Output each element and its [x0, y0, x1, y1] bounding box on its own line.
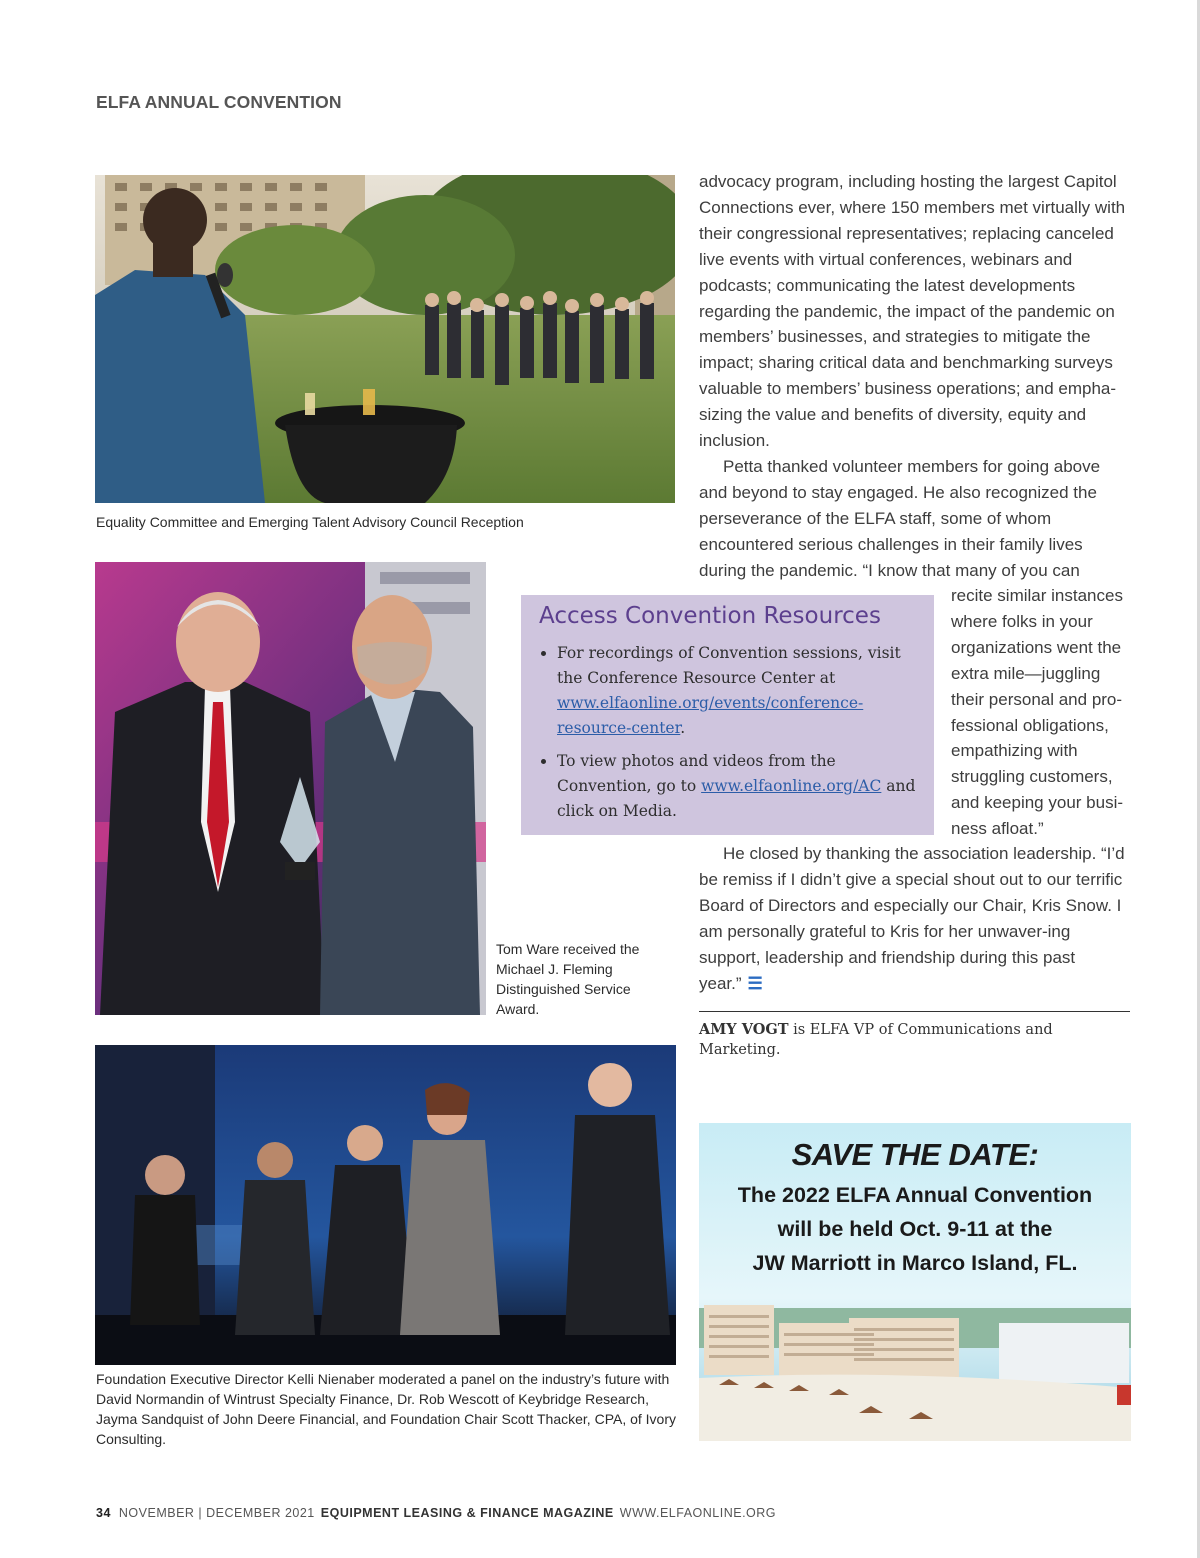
- reception-photo: [95, 175, 675, 503]
- article-paragraph: He closed by thanking the association leadership. “I’d be remiss if I didn’t give a special shout out to our terrific Board of Directors and especially our Chair, Kris Snow. I am personally grateful to Kris for her unwaver-ing support, leadership and friendship during this past year.” ☰: [699, 844, 1125, 993]
- footer-url[interactable]: WWW.ELFAONLINE.ORG: [619, 1506, 777, 1520]
- magazine-name: EQUIPMENT LEASING & FINANCE MAGAZINE: [320, 1506, 614, 1520]
- article-wrap-column: [951, 583, 1131, 842]
- reception-caption: Equality Committee and Emerging Talent Advisory Council Reception: [96, 514, 524, 530]
- article-paragraph-continued: recite similar instances where folks in your organizations went the extra mile—juggling their personal and pro-fessional obligations, empathizing with struggling customers, and keeping your busi-ness afloat.”: [951, 586, 1124, 839]
- ad-title: SAVE THE DATE:: [791, 1137, 1039, 1172]
- award-caption: Tom Ware received the Michael J. Fleming Distinguished Service Award.: [496, 941, 640, 1017]
- ad-line: will be held Oct. 9-11 at the: [777, 1217, 1053, 1241]
- sidebar-item-recordings: • For recordings of Convention sessions, visit the Conference Resource Center at www.elfaonline.org/events/conference-resource-center.: [557, 641, 916, 741]
- conference-resource-link[interactable]: www.elfaonline.org/events/conference-resource-center: [557, 694, 864, 737]
- annual-convention-link[interactable]: www.elfaonline.org/AC: [701, 777, 882, 795]
- article-paragraph: Petta thanked volunteer members for going above and beyond to stay engaged. He also recognized the perseverance of the ELFA staff, some of whom encountered serious challenges in their family lives during the pandemic. “I know that many of you can: [699, 456, 1101, 580]
- end-of-article-icon: ☰: [747, 973, 763, 993]
- article-column: [699, 169, 1131, 584]
- save-the-date-ad[interactable]: [699, 1123, 1131, 1441]
- panel-caption: Foundation Executive Director Kelli Nienaber moderated a panel on the industry’s future with David Normandin of Wintrust Specialty Finance, Dr. Rob Wescott of Keybridge Research, Jayma Sandquist of John Deere Financial, and Foundation Chair Scott Thacker, CPA, of Ivory Consulting.: [96, 1371, 677, 1447]
- page-number: 34: [96, 1506, 111, 1520]
- section-header: ELFA ANNUAL CONVENTION: [96, 92, 342, 112]
- issue-date: NOVEMBER | DECEMBER 2021: [118, 1506, 315, 1520]
- author-bio: AMY VOGT is ELFA VP of Communications and Marketing.: [699, 1021, 1053, 1058]
- author-name: AMY VOGT: [699, 1021, 789, 1038]
- sidebar-item-photos: • To view photos and videos from the Convention, go to www.elfaonline.org/AC and click on Media.: [557, 749, 916, 824]
- divider: [699, 1011, 1130, 1012]
- article-paragraph: advocacy program, including hosting the largest Capitol Connections ever, where 150 members met virtually with their congressional representatives; replacing canceled live events with virtual conferences, webinars and podcasts; communicating the latest developments regarding the pandemic, the impact of the pandemic on members’ businesses, and strategies to mitigate the impact; sharing critical data and benchmarking surveys valuable to members’ business operations; and empha-sizing the value and benefits of diversity, equity and inclusion.: [699, 172, 1126, 451]
- award-photo: [95, 562, 486, 1015]
- sidebar-list: [539, 641, 916, 824]
- ad-line: The 2022 ELFA Annual Convention: [737, 1183, 1093, 1207]
- ad-line: JW Marriott in Marco Island, FL.: [752, 1251, 1078, 1275]
- page-footer: [96, 1506, 776, 1520]
- sidebar-title: Access Convention Resources: [539, 603, 881, 629]
- article-closing: [699, 841, 1131, 996]
- convention-resources-box: [521, 595, 934, 835]
- panel-photo: [95, 1045, 676, 1365]
